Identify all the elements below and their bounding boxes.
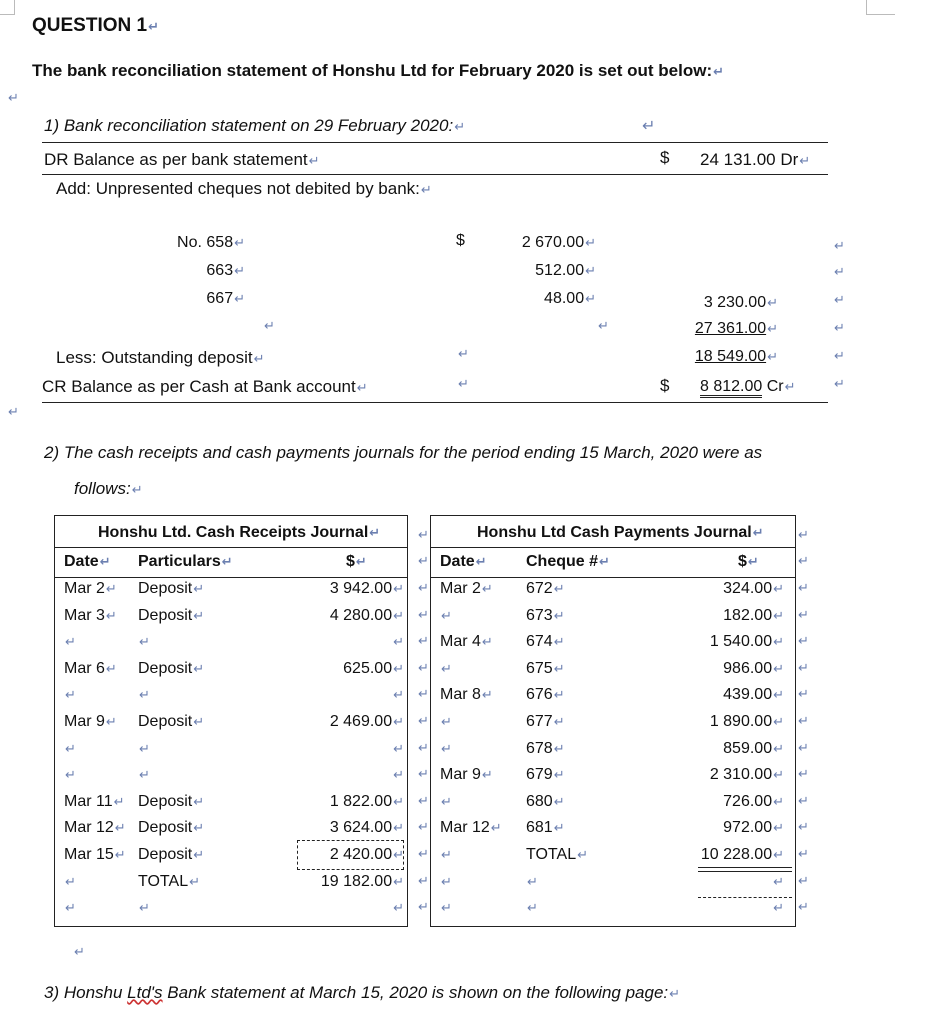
paragraph-mark-icon: ↵ xyxy=(193,714,205,729)
paragraph-mark-icon: ↵ xyxy=(798,526,809,542)
paragraph-mark-icon: ↵ xyxy=(356,380,368,395)
paragraph-mark-icon: ↵ xyxy=(393,607,404,623)
receipts-row-amount xyxy=(296,633,404,651)
paragraph-mark-icon: ↵ xyxy=(481,634,493,650)
paragraph-mark-icon: ↵ xyxy=(773,660,784,676)
paragraph-mark-icon: ↵ xyxy=(308,153,320,168)
receipts-row-date: Mar 2↵ xyxy=(64,580,117,597)
receipts-row-amount xyxy=(296,686,404,704)
paragraph-mark-icon: ↵ xyxy=(264,318,275,333)
paragraph-mark-icon: ↵ xyxy=(553,740,565,756)
paragraph-mark-icon: ↵ xyxy=(74,944,85,959)
payments-row-date: Mar 8↵ xyxy=(440,686,493,704)
receipts-row-amount: 625.00↵ xyxy=(343,659,404,677)
paragraph-mark-icon: ↵ xyxy=(193,607,205,623)
paragraph-mark-icon: ↵ xyxy=(481,687,493,703)
receipts-row-date: Mar 11↵ xyxy=(64,792,125,810)
paragraph-mark-icon: ↵ xyxy=(393,581,404,596)
paragraph-mark-icon: ↵ xyxy=(418,526,429,542)
paragraph-mark-icon: ↵ xyxy=(393,900,404,916)
payments-row-date xyxy=(440,713,452,731)
paragraph-mark-icon: ↵ xyxy=(834,376,845,391)
paragraph-mark-icon: ↵ xyxy=(669,986,681,1001)
paragraph-mark-icon: ↵ xyxy=(418,659,429,675)
receipts-row-date xyxy=(64,686,76,704)
less-amount: 18 549.00↵ xyxy=(694,348,778,365)
paragraph-mark-icon: ↵ xyxy=(418,553,429,569)
paragraph-mark-icon: ↵ xyxy=(773,687,784,703)
receipts-row-date: Mar 9↵ xyxy=(64,713,117,730)
paragraph-mark-icon: ↵ xyxy=(355,554,367,569)
add-label: Add: Unpresented cheques not debited by bank:↵ xyxy=(56,179,432,198)
paragraph-mark-icon: ↵ xyxy=(798,713,809,728)
receipts-row-amount: 2 469.00↵ xyxy=(329,713,404,730)
paragraph-mark-icon: ↵ xyxy=(798,766,809,782)
paragraph-mark-icon: ↵ xyxy=(798,659,809,675)
paragraph-mark-icon: ↵ xyxy=(458,346,469,361)
cheque-currency: $ xyxy=(456,232,465,249)
paragraph-mark-icon: ↵ xyxy=(65,687,76,703)
paragraph-mark-icon: ↵ xyxy=(193,581,205,596)
payments-header-date: Date↵ xyxy=(440,553,487,570)
receipts-row-particulars: Deposit↵ xyxy=(138,846,205,863)
part3-text: 3) Honshu Ltd's Bank statement at March 15, 2020 is shown on the following page:↵ xyxy=(44,983,681,1002)
receipts-row-date xyxy=(64,633,76,651)
payments-header-rule xyxy=(430,577,795,578)
payments-row-cheque: 681↵ xyxy=(526,819,565,837)
paragraph-mark-icon: ↵ xyxy=(393,687,404,703)
paragraph-mark-icon: ↵ xyxy=(773,607,784,623)
paragraph-mark-icon: ↵ xyxy=(798,792,809,808)
paragraph-mark-icon: ↵ xyxy=(253,351,265,366)
subtotal: 27 361.00↵ xyxy=(694,320,778,337)
paragraph-mark-icon: ↵ xyxy=(234,263,245,278)
payments-row-cheque xyxy=(526,899,538,917)
paragraph-mark-icon: ↵ xyxy=(418,606,429,622)
paragraph-mark-icon: ↵ xyxy=(99,554,111,569)
receipts-row-amount xyxy=(296,766,404,784)
paragraph-mark-icon: ↵ xyxy=(65,900,76,916)
paragraph-mark-icon: ↵ xyxy=(553,687,565,703)
paragraph-mark-icon: ↵ xyxy=(834,292,845,307)
less-label: Less: Outstanding deposit↵ xyxy=(56,348,265,367)
receipts-total-box xyxy=(297,840,404,870)
payments-header-cheque: Cheque #↵ xyxy=(526,553,610,570)
paragraph-mark-icon: ↵ xyxy=(834,320,845,335)
payments-row-amount: 859.00↵ xyxy=(723,739,784,757)
paragraph-mark-icon: ↵ xyxy=(585,263,596,278)
receipts-header-date: Date↵ xyxy=(64,553,111,570)
payments-row-date xyxy=(440,740,452,758)
cheque-no: 667↵ xyxy=(206,290,245,307)
paragraph-mark-icon: ↵ xyxy=(139,634,150,650)
receipts-row-date xyxy=(64,766,76,784)
receipts-row-date: Mar 3↵ xyxy=(64,606,117,624)
corner-mark-right xyxy=(866,0,895,15)
payments-row-cheque: 675↵ xyxy=(526,659,565,677)
paragraph-mark-icon: ↵ xyxy=(65,740,76,756)
payments-row-cheque: 680↵ xyxy=(526,792,565,810)
paragraph-mark-icon: ↵ xyxy=(393,660,404,676)
receipts-row-particulars: Deposit↵ xyxy=(138,659,205,677)
payments-row-amount: 986.00↵ xyxy=(723,659,784,677)
paragraph-mark-icon: ↵ xyxy=(393,714,404,729)
receipts-row-amount xyxy=(296,740,404,758)
paragraph-mark-icon: ↵ xyxy=(713,64,725,79)
payments-row-amount: 182.00↵ xyxy=(723,606,784,624)
rule-dr xyxy=(42,174,828,175)
receipts-row-particulars xyxy=(138,686,150,704)
payments-row-cheque: 676↵ xyxy=(526,686,565,704)
paragraph-mark-icon: ↵ xyxy=(798,686,809,702)
payments-row-amount: 972.00↵ xyxy=(723,819,784,837)
receipts-row-particulars xyxy=(138,633,150,651)
receipts-row-amount: 2 420.00↵ xyxy=(329,846,404,863)
receipts-row-amount: 1 822.00↵ xyxy=(329,792,404,810)
paragraph-mark-icon: ↵ xyxy=(798,633,809,649)
paragraph-mark-icon: ↵ xyxy=(105,660,117,676)
payments-title: Honshu Ltd Cash Payments Journal↵ xyxy=(477,524,764,541)
receipts-row-amount: 4 280.00↵ xyxy=(329,606,404,624)
part2-heading: 2) The cash receipts and cash payments journals for the period ending 15 March, 2020 were as xyxy=(44,443,763,462)
receipts-header-amount: $↵ xyxy=(346,553,367,570)
payments-row-cheque: 673↵ xyxy=(526,606,565,624)
paragraph-mark-icon: ↵ xyxy=(221,554,233,569)
paragraph-mark-icon: ↵ xyxy=(418,899,429,915)
paragraph-mark-icon: ↵ xyxy=(8,404,19,419)
paragraph-mark-icon: ↵ xyxy=(458,376,469,391)
paragraph-mark-icon: ↵ xyxy=(441,714,452,729)
paragraph-mark-icon: ↵ xyxy=(393,873,404,889)
paragraph-mark-icon: ↵ xyxy=(113,793,125,809)
receipts-row-particulars: Deposit↵ xyxy=(138,713,205,730)
payments-row-date xyxy=(440,899,452,917)
paragraph-mark-icon: ↵ xyxy=(193,660,205,676)
payments-dashed-rule xyxy=(698,897,792,898)
paragraph-mark-icon: ↵ xyxy=(585,235,596,250)
paragraph-mark-icon: ↵ xyxy=(773,900,784,916)
paragraph-mark-icon: ↵ xyxy=(454,119,466,134)
paragraph-mark-icon: ↵ xyxy=(773,767,784,783)
payments-row-amount: 726.00↵ xyxy=(723,792,784,810)
paragraph-mark-icon: ↵ xyxy=(65,873,76,889)
paragraph-mark-icon: ↵ xyxy=(418,792,429,808)
paragraph-mark-icon: ↵ xyxy=(642,118,656,135)
paragraph-mark-icon: ↵ xyxy=(798,846,809,861)
receipts-row-particulars: TOTAL↵ xyxy=(138,872,200,890)
receipts-row-particulars xyxy=(138,766,150,784)
cr-amount: 8 812.00 Cr↵ xyxy=(700,378,796,396)
payments-row-amount: 10 228.00↵ xyxy=(700,846,784,863)
paragraph-mark-icon: ↵ xyxy=(798,899,809,915)
paragraph-mark-icon: ↵ xyxy=(393,740,404,756)
paragraph-mark-icon: ↵ xyxy=(834,238,845,253)
paragraph-mark-icon: ↵ xyxy=(441,847,452,862)
receipts-row-particulars: Deposit↵ xyxy=(138,580,205,597)
cheque-no: No. 658↵ xyxy=(177,234,245,251)
paragraph-mark-icon: ↵ xyxy=(393,767,404,783)
payments-row-amount: 324.00↵ xyxy=(723,580,784,597)
paragraph-mark-icon: ↵ xyxy=(193,820,205,836)
payments-total-rule-1 xyxy=(698,867,792,868)
paragraph-mark-icon: ↵ xyxy=(767,349,778,364)
paragraph-mark-icon: ↵ xyxy=(598,318,609,333)
paragraph-mark-icon: ↵ xyxy=(441,873,452,889)
paragraph-mark-icon: ↵ xyxy=(773,581,784,596)
paragraph-mark-icon: ↵ xyxy=(105,581,117,596)
payments-row-amount: 1 890.00↵ xyxy=(709,713,784,730)
payments-row-amount: 2 310.00↵ xyxy=(709,766,784,784)
paragraph-mark-icon: ↵ xyxy=(784,379,796,394)
payments-header-amount: $↵ xyxy=(738,553,759,570)
receipts-row-date: Mar 6↵ xyxy=(64,659,117,677)
paragraph-mark-icon: ↵ xyxy=(553,767,565,783)
paragraph-mark-icon: ↵ xyxy=(773,873,784,889)
paragraph-mark-icon: ↵ xyxy=(393,793,404,809)
payments-row-date xyxy=(440,793,452,811)
receipts-row-amount: 3 624.00↵ xyxy=(329,819,404,837)
paragraph-mark-icon: ↵ xyxy=(393,820,404,836)
receipts-row-particulars: Deposit↵ xyxy=(138,606,205,624)
payments-row-cheque: 672↵ xyxy=(526,580,565,597)
paragraph-mark-icon: ↵ xyxy=(577,847,588,862)
paragraph-mark-icon: ↵ xyxy=(773,740,784,756)
payments-row-date xyxy=(440,607,452,625)
payments-row-amount xyxy=(680,873,784,891)
paragraph-mark-icon: ↵ xyxy=(585,291,596,306)
cr-balance-label: CR Balance as per Cash at Bank account↵ xyxy=(42,377,368,396)
paragraph-mark-icon: ↵ xyxy=(139,687,150,703)
paragraph-mark-icon: ↵ xyxy=(773,847,784,862)
payments-total-rule-2 xyxy=(698,871,792,872)
paragraph-mark-icon: ↵ xyxy=(393,847,404,862)
paragraph-mark-icon: ↵ xyxy=(553,634,565,650)
paragraph-mark-icon: ↵ xyxy=(441,900,452,916)
receipts-row-date: Mar 12↵ xyxy=(64,819,126,837)
paragraph-mark-icon: ↵ xyxy=(553,793,565,809)
cheque-total: 3 230.00↵ xyxy=(703,294,778,311)
paragraph-mark-icon: ↵ xyxy=(752,525,764,540)
receipts-row-date xyxy=(64,740,76,758)
paragraph-mark-icon: ↵ xyxy=(418,819,429,835)
receipts-header-particulars: Particulars↵ xyxy=(138,553,233,570)
paragraph-mark-icon: ↵ xyxy=(189,873,200,889)
paragraph-mark-icon: ↵ xyxy=(441,793,452,809)
paragraph-mark-icon: ↵ xyxy=(369,525,381,540)
paragraph-mark-icon: ↵ xyxy=(420,182,432,197)
question-title: QUESTION 1↵ xyxy=(32,15,159,36)
paragraph-mark-icon: ↵ xyxy=(747,554,759,569)
paragraph-mark-icon: ↵ xyxy=(114,847,126,862)
receipts-row-date xyxy=(64,873,76,891)
dr-balance-label: DR Balance as per bank statement↵ xyxy=(44,150,320,169)
paragraph-mark-icon: ↵ xyxy=(527,900,538,916)
payments-row-date xyxy=(440,660,452,678)
paragraph-mark-icon: ↵ xyxy=(798,739,809,755)
paragraph-mark-icon: ↵ xyxy=(105,714,117,729)
cheque-amount: 512.00↵ xyxy=(535,262,596,279)
paragraph-mark-icon: ↵ xyxy=(773,714,784,729)
receipts-title: Honshu Ltd. Cash Receipts Journal↵ xyxy=(98,524,381,541)
paragraph-mark-icon: ↵ xyxy=(234,235,245,250)
payments-row-date xyxy=(440,846,452,864)
question-intro: The bank reconciliation statement of Honshu Ltd for February 2020 is set out below:↵ xyxy=(32,61,725,80)
paragraph-mark-icon: ↵ xyxy=(599,554,610,569)
paragraph-mark-icon: ↵ xyxy=(834,348,845,363)
payments-row-cheque: 679↵ xyxy=(526,766,565,784)
paragraph-mark-icon: ↵ xyxy=(418,580,429,595)
paragraph-mark-icon: ↵ xyxy=(418,633,429,649)
receipts-row-amount xyxy=(296,899,404,917)
paragraph-mark-icon: ↵ xyxy=(441,607,452,623)
paragraph-mark-icon: ↵ xyxy=(418,686,429,702)
corner-mark-left xyxy=(0,0,15,15)
part1-heading: 1) Bank reconciliation statement on 29 February 2020:↵ xyxy=(44,116,466,135)
payments-row-cheque: TOTAL↵ xyxy=(526,846,588,863)
paragraph-mark-icon: ↵ xyxy=(8,90,19,105)
paragraph-mark-icon: ↵ xyxy=(553,607,565,623)
payments-row-amount: 1 540.00↵ xyxy=(709,633,784,651)
receipts-row-amount: 3 942.00↵ xyxy=(329,580,404,597)
receipts-row-date: Mar 15↵ xyxy=(64,846,126,863)
payments-row-date: Mar 2↵ xyxy=(440,580,493,597)
receipts-row-particulars: Deposit↵ xyxy=(138,819,205,837)
payments-row-cheque: 677↵ xyxy=(526,713,565,730)
receipts-title-rule xyxy=(54,547,407,548)
paragraph-mark-icon: ↵ xyxy=(193,793,205,809)
receipts-row-particulars xyxy=(138,899,150,917)
payments-row-date: Mar 9↵ xyxy=(440,766,493,784)
paragraph-mark-icon: ↵ xyxy=(441,740,452,756)
paragraph-mark-icon: ↵ xyxy=(114,820,126,836)
payments-row-date: Mar 4↵ xyxy=(440,633,493,651)
paragraph-mark-icon: ↵ xyxy=(139,740,150,756)
payments-title-rule xyxy=(430,547,795,548)
receipts-row-particulars: Deposit↵ xyxy=(138,792,205,810)
paragraph-mark-icon: ↵ xyxy=(799,153,811,168)
paragraph-mark-icon: ↵ xyxy=(65,634,76,650)
paragraph-mark-icon: ↵ xyxy=(553,820,565,836)
receipts-row-date xyxy=(64,899,76,917)
paragraph-mark-icon: ↵ xyxy=(418,766,429,782)
cheque-amount: 48.00↵ xyxy=(544,290,596,307)
paragraph-mark-icon: ↵ xyxy=(418,846,429,861)
paragraph-mark-icon: ↵ xyxy=(393,634,404,650)
paragraph-mark-icon: ↵ xyxy=(131,482,143,497)
dr-currency: $ xyxy=(660,148,670,167)
paragraph-mark-icon: ↵ xyxy=(475,554,487,569)
paragraph-mark-icon: ↵ xyxy=(490,820,502,836)
cheque-no: 663↵ xyxy=(206,262,245,279)
payments-row-cheque xyxy=(526,873,538,891)
receipts-row-particulars xyxy=(138,740,150,758)
rule-bottom xyxy=(42,402,828,403)
paragraph-mark-icon: ↵ xyxy=(798,872,809,888)
paragraph-mark-icon: ↵ xyxy=(481,767,493,783)
paragraph-mark-icon: ↵ xyxy=(65,767,76,783)
paragraph-mark-icon: ↵ xyxy=(773,793,784,809)
paragraph-mark-icon: ↵ xyxy=(234,291,245,306)
paragraph-mark-icon: ↵ xyxy=(418,872,429,888)
rule-top xyxy=(42,142,828,143)
paragraph-mark-icon: ↵ xyxy=(767,295,778,310)
receipts-row-amount: 19 182.00↵ xyxy=(320,872,404,890)
paragraph-mark-icon: ↵ xyxy=(193,847,205,862)
payments-row-cheque: 674↵ xyxy=(526,633,565,651)
paragraph-mark-icon: ↵ xyxy=(798,606,809,622)
paragraph-mark-icon: ↵ xyxy=(527,873,538,889)
part2-heading-cont: follows:↵ xyxy=(74,479,143,498)
paragraph-mark-icon: ↵ xyxy=(553,581,565,596)
paragraph-mark-icon: ↵ xyxy=(481,581,493,596)
paragraph-mark-icon: ↵ xyxy=(553,714,565,729)
receipts-header-rule xyxy=(54,577,407,578)
paragraph-mark-icon: ↵ xyxy=(834,264,845,279)
paragraph-mark-icon: ↵ xyxy=(418,713,429,728)
payments-row-cheque: 678↵ xyxy=(526,739,565,757)
paragraph-mark-icon: ↵ xyxy=(553,660,565,676)
paragraph-mark-icon: ↵ xyxy=(139,767,150,783)
paragraph-mark-icon: ↵ xyxy=(105,607,117,623)
paragraph-mark-icon: ↵ xyxy=(798,819,809,835)
cr-currency: $ xyxy=(660,376,670,395)
paragraph-mark-icon: ↵ xyxy=(773,820,784,836)
paragraph-mark-icon: ↵ xyxy=(418,739,429,755)
paragraph-mark-icon: ↵ xyxy=(441,660,452,676)
paragraph-mark-icon: ↵ xyxy=(148,19,159,34)
cheque-amount: 2 670.00↵ xyxy=(521,234,596,251)
paragraph-mark-icon: ↵ xyxy=(798,553,809,569)
paragraph-mark-icon: ↵ xyxy=(139,900,150,916)
dr-amount: 24 131.00 Dr↵ xyxy=(700,150,811,169)
paragraph-mark-icon: ↵ xyxy=(798,580,809,595)
payments-row-amount xyxy=(680,899,784,917)
paragraph-mark-icon: ↵ xyxy=(773,634,784,650)
payments-row-date: Mar 12↵ xyxy=(440,819,502,837)
paragraph-mark-icon: ↵ xyxy=(767,321,778,336)
payments-row-amount: 439.00↵ xyxy=(723,686,784,704)
payments-row-date xyxy=(440,873,452,891)
